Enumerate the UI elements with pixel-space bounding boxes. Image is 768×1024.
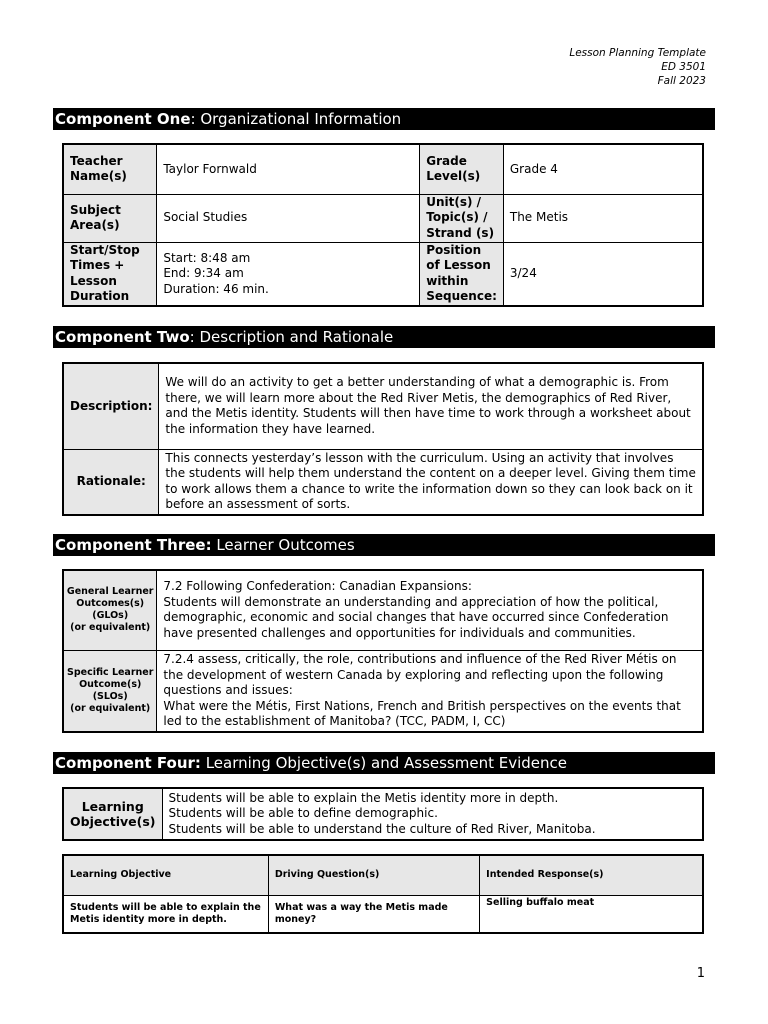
rationale-text: This connects yesterday’s lesson with the curriculum. Using an activity that involves the students will help them understand the content on a deeper level. Giving them time to work allows them a chance to write the information down so they can look back on it before an assessment of sorts. (159, 449, 703, 515)
learning-objectives-label: Learning Objective(s) (63, 788, 162, 840)
teacher-name-label: Teacher Name(s) (63, 144, 157, 194)
subject-area-value: Social Studies (157, 194, 420, 242)
component-four-heading (53, 752, 715, 774)
table-row (63, 788, 703, 840)
table-cell: What was a way the Metis made money? (268, 895, 479, 933)
component-two-heading (53, 326, 715, 348)
description-text: We will do an activity to get a better understanding of what a demographic is. From there, we will learn more about the Red River Metis, the demographics of Red River, and the Metis identity. Students will then have time to work through a worksheet about the information they have learned. (159, 363, 703, 449)
slo-text: 7.2.4 assess, critically, the role, contributions and influence of the Red River Métis on the development of western Canada by exploring and reflecting upon the following questions and issues: What were the Métis, First Nations, French and British perspectives on the events that led to the establishment of Manitoba? (TCC, PADM, I, CC) (157, 650, 703, 732)
table-row (63, 570, 703, 650)
page-number: 1 (696, 966, 705, 981)
table-row (63, 449, 703, 515)
table-header-row (63, 855, 703, 895)
table-row (63, 194, 703, 242)
assessment-evidence-table (62, 854, 704, 934)
organizational-info-table (62, 143, 704, 307)
description-label: Description: (63, 363, 159, 449)
table-row (63, 363, 703, 449)
grade-level-value: Grade 4 (503, 144, 703, 194)
component-two-title-bold: Component Two (55, 328, 190, 346)
column-header-driving-questions: Driving Question(s) (268, 855, 479, 895)
table-cell: Selling buffalo meat (480, 895, 703, 933)
slo-label: Specific Learner Outcome(s) (SLOs) (or equivalent) (63, 650, 157, 732)
table-row (63, 650, 703, 732)
unit-topic-value: The Metis (503, 194, 703, 242)
description-rationale-table (62, 362, 704, 516)
header-course-code: ED 3501 (661, 61, 706, 73)
learning-objectives-table (62, 787, 704, 841)
component-four-title-bold: Component Four: (55, 754, 201, 772)
learner-outcomes-table (62, 569, 704, 733)
component-two-title-rest: : Description and Rationale (189, 328, 394, 346)
learning-objectives-text: Students will be able to explain the Metis identity more in depth. Students will be able to define demographic. Students will be able to understand the culture of Red River, Manitoba. (162, 788, 703, 840)
component-one-title-bold: Component One (55, 110, 191, 128)
component-three-title-rest: Learner Outcomes (211, 536, 355, 554)
component-three-heading (53, 534, 715, 556)
glo-text: 7.2 Following Confederation: Canadian Expansions: Students will demonstrate an understanding and appreciation of how the political, demographic, economic and social changes that have occurred since Confederation have presented challenges and opportunities for individuals and communities. (157, 570, 703, 650)
teacher-name-value: Taylor Fornwald (157, 144, 420, 194)
glo-label: General Learner Outcomes(s) (GLOs) (or equivalent) (63, 570, 157, 650)
unit-topic-label: Unit(s) / Topic(s) / Strand (s) (420, 194, 504, 242)
grade-level-label: Grade Level(s) (420, 144, 504, 194)
table-row (63, 895, 703, 933)
component-three-title-bold: Component Three: (55, 536, 212, 554)
start-stop-value: Start: 8:48 am End: 9:34 am Duration: 46 min. (157, 242, 420, 306)
header-template-title: Lesson Planning Template (569, 47, 706, 59)
lesson-position-label: Position of Lesson within Sequence: (420, 242, 504, 306)
start-stop-label: Start/Stop Times + Lesson Duration (63, 242, 157, 306)
column-header-intended-responses: Intended Response(s) (480, 855, 703, 895)
rationale-label: Rationale: (63, 449, 159, 515)
table-row (63, 144, 703, 194)
document-header (569, 46, 706, 88)
header-term: Fall 2023 (657, 75, 706, 87)
component-one-title-rest: : Organizational Information (190, 110, 402, 128)
lesson-position-value: 3/24 (503, 242, 703, 306)
column-header-learning-objective: Learning Objective (63, 855, 268, 895)
subject-area-label: Subject Area(s) (63, 194, 157, 242)
component-four-title-rest: Learning Objective(s) and Assessment Evidence (200, 754, 567, 772)
table-cell: Students will be able to explain the Metis identity more in depth. (63, 895, 268, 933)
component-one-heading (53, 108, 715, 130)
table-row (63, 242, 703, 306)
